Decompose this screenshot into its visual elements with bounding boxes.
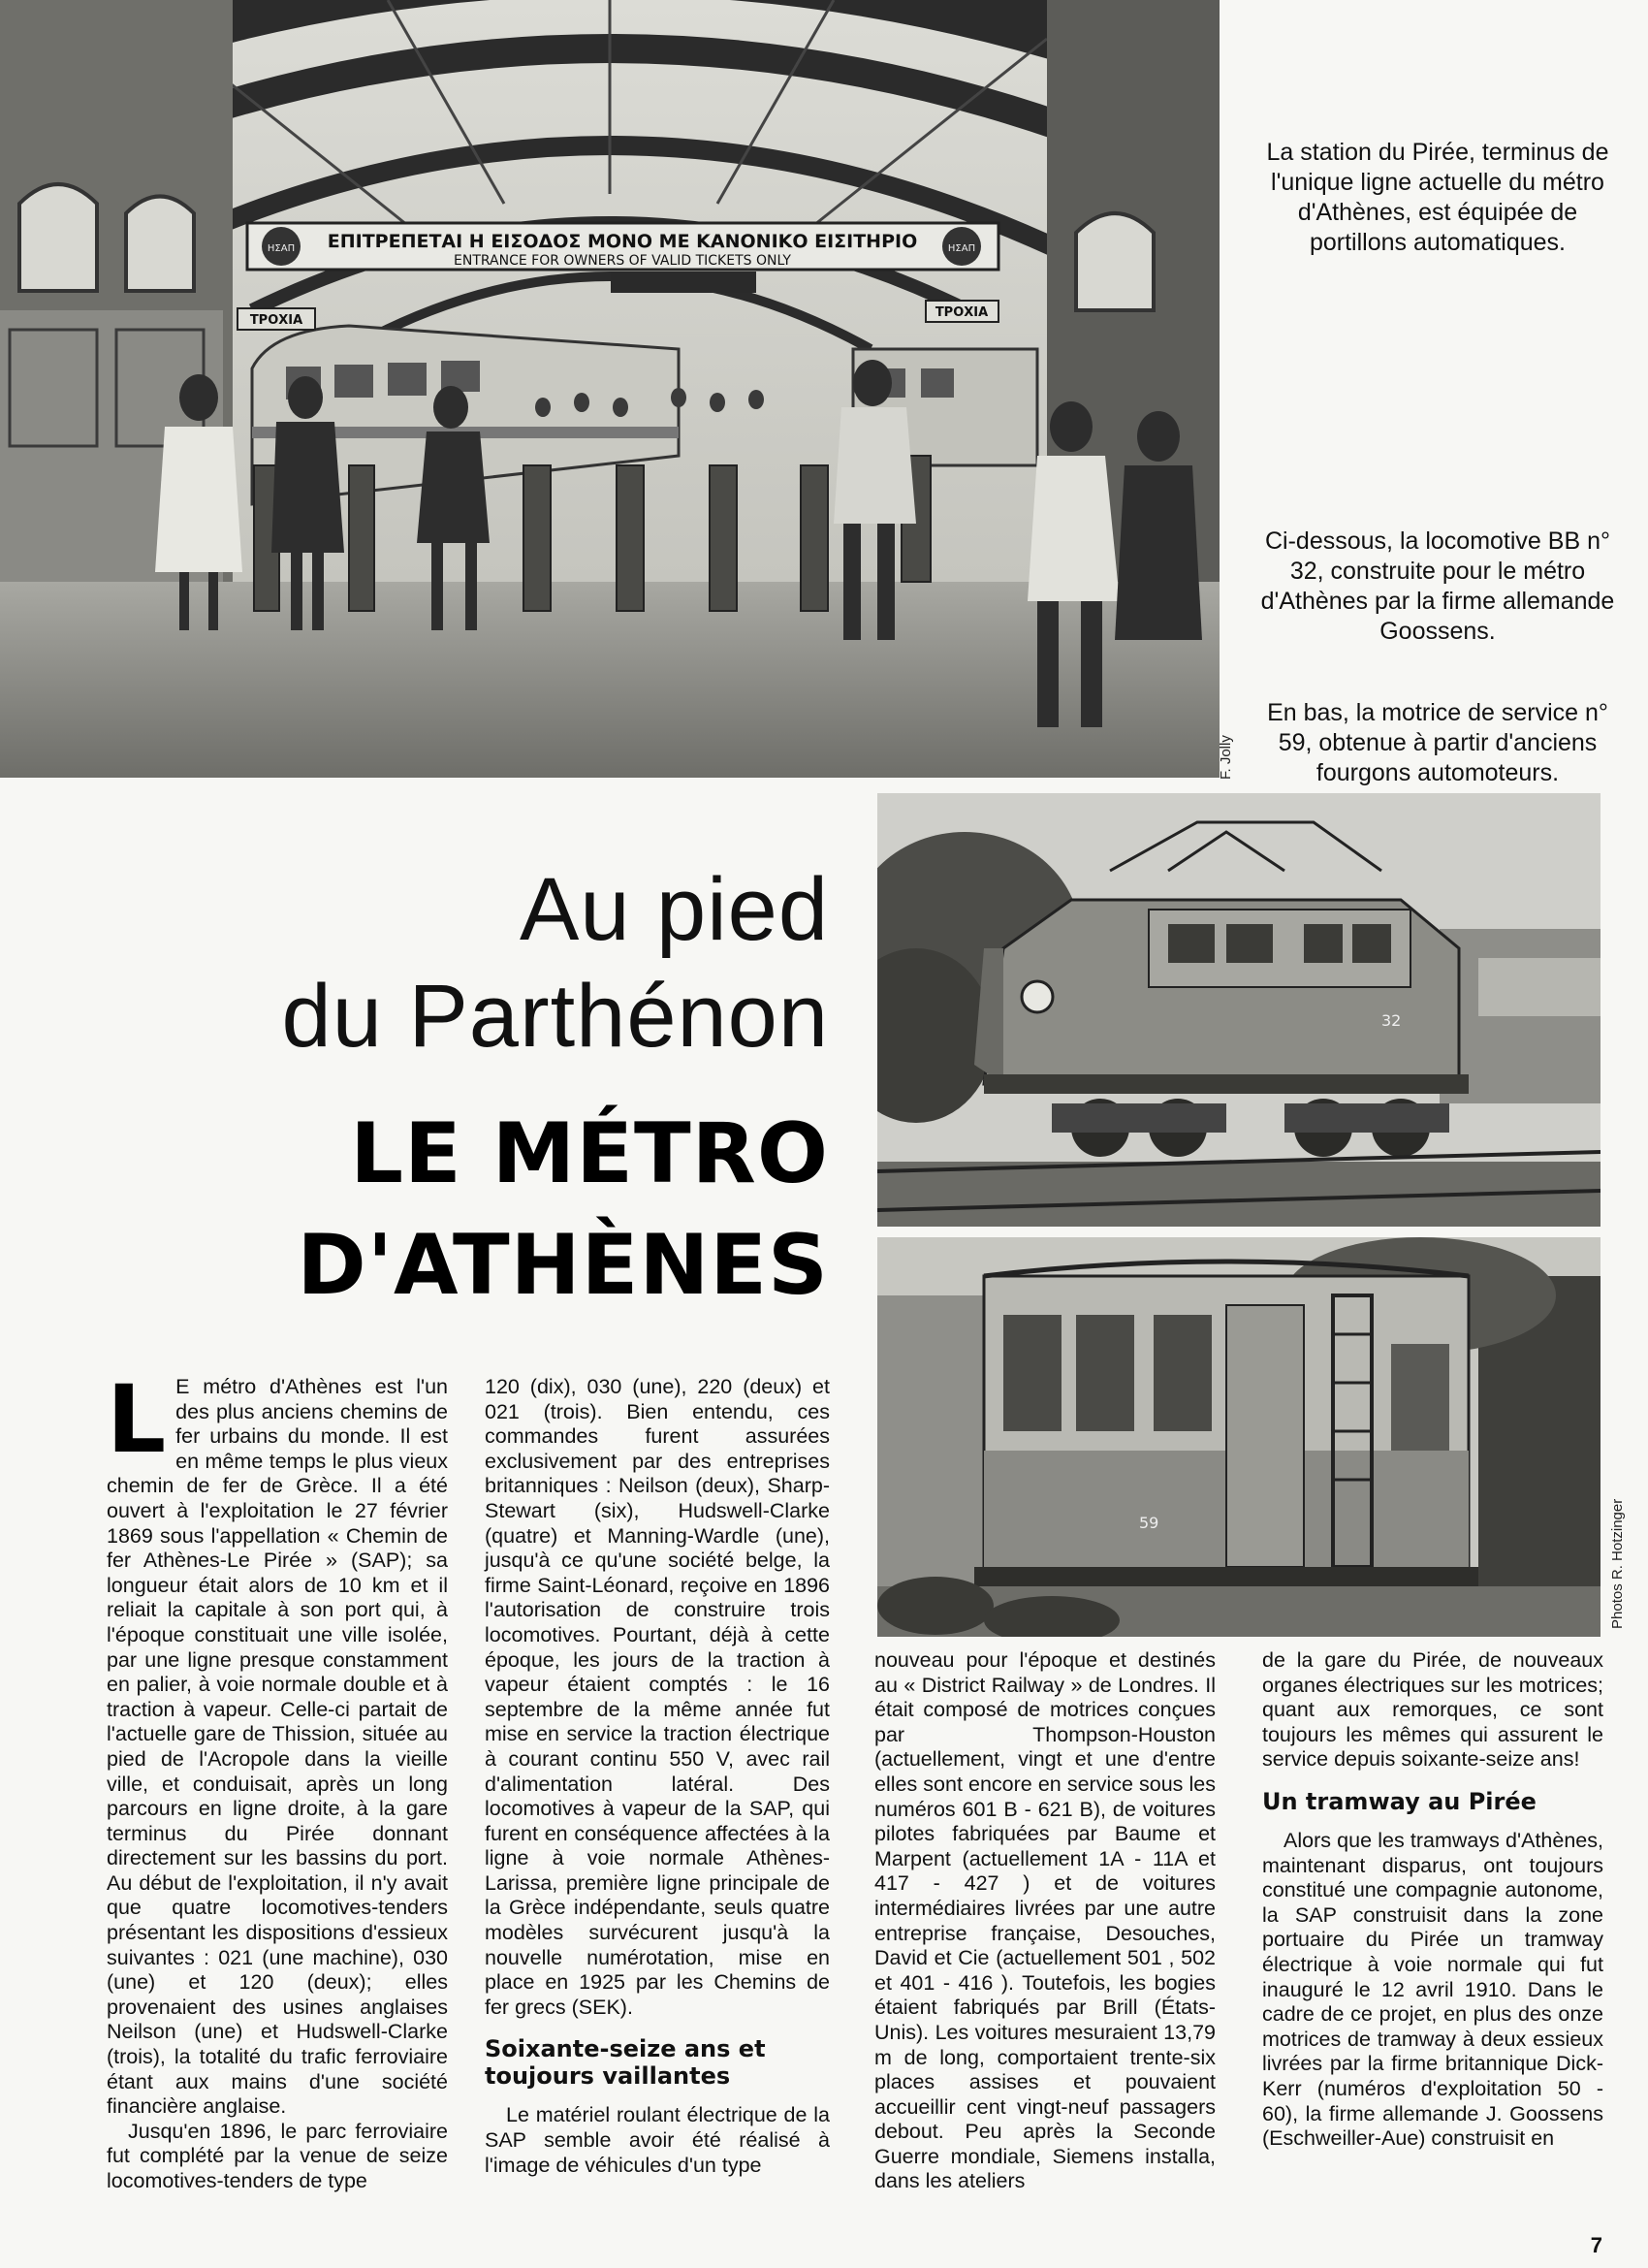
platform-sign-right: ΤΡΟΧΙΑ (935, 305, 989, 320)
article-column-2 (485, 1375, 830, 2178)
top-photo-credit: F. Jolly (1218, 735, 1234, 780)
station-sign-logo-right: ΗΣΑΠ (947, 243, 976, 254)
station-sign-logo-left: ΗΣΑΠ (267, 243, 296, 254)
article-column-1 (107, 1365, 448, 2194)
page-number: 7 (1590, 2233, 1602, 2257)
article-paragraph-4: Le matériel roulant électrique de la SAP semble avoir été réalisé à l'image de véhicules d'un type (485, 2103, 830, 2177)
title-line-2: du Parthénon (281, 967, 829, 1066)
article-paragraph-5: nouveau pour l'époque et destinés au « District Railway » de Londres. Il était composé de motrices conçues par Thompson-Houston (actuellement, vingt et une d'entre elles sont encore en service sous les numéros 601 B - 621 B), de voitures pilotes fabriquées par Baume et Marpent (actuellement 1A - 11A et 417 - 427 ) et de voitures intermédiaires livrées par une autre entreprise française, Desouches, David et Cie (actuellement 501 , 502 et 401 - 416 ). Toutefois, les bogies étaient fabriqués par Brill (États-Unis). Les voitures mesuraient 13,79 m de long, comportaient trente-six places assises et pouvaient accueillir cent vingt-neuf passagers debout. Peu après la Seconde Guerre mondiale, Siemens installa, dans les ateliers (874, 1648, 1216, 2193)
article-paragraph-7: Alors que les tramways d'Athènes, maintenant disparus, ont toujours constitué une compagnie autonome, la SAP construisit dans la zone portuaire du Pirée un tramway électrique à voie normale qui fut inauguré le 12 avril 1910. Dans le cadre de ce projet, en plus des onze motrices de tramway à deux essieux livrées par la firme britannique Dick-Kerr (numéros d'exploitation 50 - 60), la firme allemande J. Goossens (Eschweiller-Aue) construisit en (1262, 1828, 1603, 2151)
station-sign-english: ENTRANCE FOR OWNERS OF VALID TICKETS ONLY (454, 253, 791, 269)
platform-sign-left: ΤΡΟΧΙΑ (249, 313, 303, 328)
article-column-3 (874, 1648, 1216, 2194)
side-photos-credit: Photos R. Hotzinger (1609, 1498, 1626, 1629)
section-heading-soixante-seize: Soixante-seize ans et toujours vaillantes (485, 2035, 766, 2091)
article-paragraph-3: 120 (dix), 030 (une), 220 (deux) et 021 (trois). Bien entendu, ces commandes furent assurées exclusivement par des entreprises britanniques : Neilson (deux), Sharp-Stewart (six), Hudswell-Clarke (quatre) et Manning-Wardle (une), jusqu'à ce qu'une société belge, la firme Saint-Léonard, reçoive en 1896 l'autorisation de construire trois locomotives. Pourtant, déjà à cette époque, les jours de la traction à vapeur étaient comptés : le 16 septembre de la même année fut mise en service la traction électrique à courant continu 550 V, avec rail d'alimentation latéral. Des locomotives à vapeur de la SAP, qui furent en conséquence affectées à la ligne à voie normale Athènes-Larissa, première ligne principale de la Grèce indépendante, seuls quatre modèles survécurent jusqu'à la nouvelle numérotation, mise en place en 1925 par les Chemins de fer grecs (SEK). (485, 1375, 830, 2019)
main-title-line-2: D'ATHÈNES (297, 1217, 829, 1314)
caption-motrice: En bas, la motrice de service n° 59, obtenue à partir d'anciens fourgons automoteurs. (1267, 699, 1608, 786)
drop-cap: L (107, 1365, 167, 1474)
motrice-number: 59 (1139, 1514, 1159, 1532)
article-column-4 (1262, 1648, 1603, 2152)
piraeus-station-photo (0, 0, 1220, 778)
loco-number: 32 (1381, 1011, 1402, 1030)
article-paragraph-1: L E métro d'Athènes est l'un des plus anciens chemins de fer urbains du monde. Il est en même temps le plus vieux chemin de fer de Grèce. Il a été ouvert à l'exploitation le 27 février 1869 sous l'appellation « Chemin de fer Athènes-Le Pirée » (SAP); sa longueur était alors de 10 km et il reliait la capitale à son port qui, à l'époque constituait une ville isolée, par une ligne presque constamment en palier, à voie normale double et à traction à vapeur. Celle-ci partait de l'actuelle gare de Thission, située au pied de l'Acropole dans la vieille ville, et conduisait, après un long parcours en ligne droite, à la gare terminus du Pirée donnant directement sur les bassins du port. Au début de l'exploitation, il n'y avait que quatre locomotives-tenders présentant les dispositions d'essieux suivantes : 021 (une machine), 030 (une) et 120 (deux); elles provenaient des usines anglaises Neilson (une) et Hudswell-Clarke (trois), la totalité du trafic ferroviaire étant aux mains d'une société financière anglaise. (107, 1365, 448, 2119)
title-line-1: Au pied (519, 860, 829, 959)
locomotive-bb32-photo (877, 793, 1600, 1227)
section-heading-tramway: Un tramway au Pirée (1262, 1787, 1537, 1815)
station-sign-greek: ΕΠΙΤΡΕΠΕΤΑΙ Η ΕΙΣΟΔΟΣ ΜΟΝΟ ΜΕ ΚΑΝΟΝΙΚΟ ΕΙΣΙΤΗΡΙΟ (327, 231, 918, 252)
caption-locomotive: Ci-dessous, la locomotive BB n° 32, construite pour le métro d'Athènes par la firme allemande Goossens. (1260, 527, 1615, 645)
main-title-line-1: LE MÉTRO (350, 1105, 829, 1202)
article-paragraph-2: Jusqu'en 1896, le parc ferroviaire fut complété par la venue de seize locomotives-tenders de type (107, 2119, 448, 2192)
article-paragraph-6: de la gare du Pirée, de nouveaux organes électriques sur les motrices; quant aux remorques, ce sont toujours les mêmes qui assurent le service depuis soixante-seize ans! (1262, 1648, 1603, 1772)
motrice-59-photo (877, 1237, 1600, 1637)
caption-station: La station du Pirée, terminus de l'unique ligne actuelle du métro d'Athènes, est équipée de portillons automatiques. (1266, 139, 1609, 256)
